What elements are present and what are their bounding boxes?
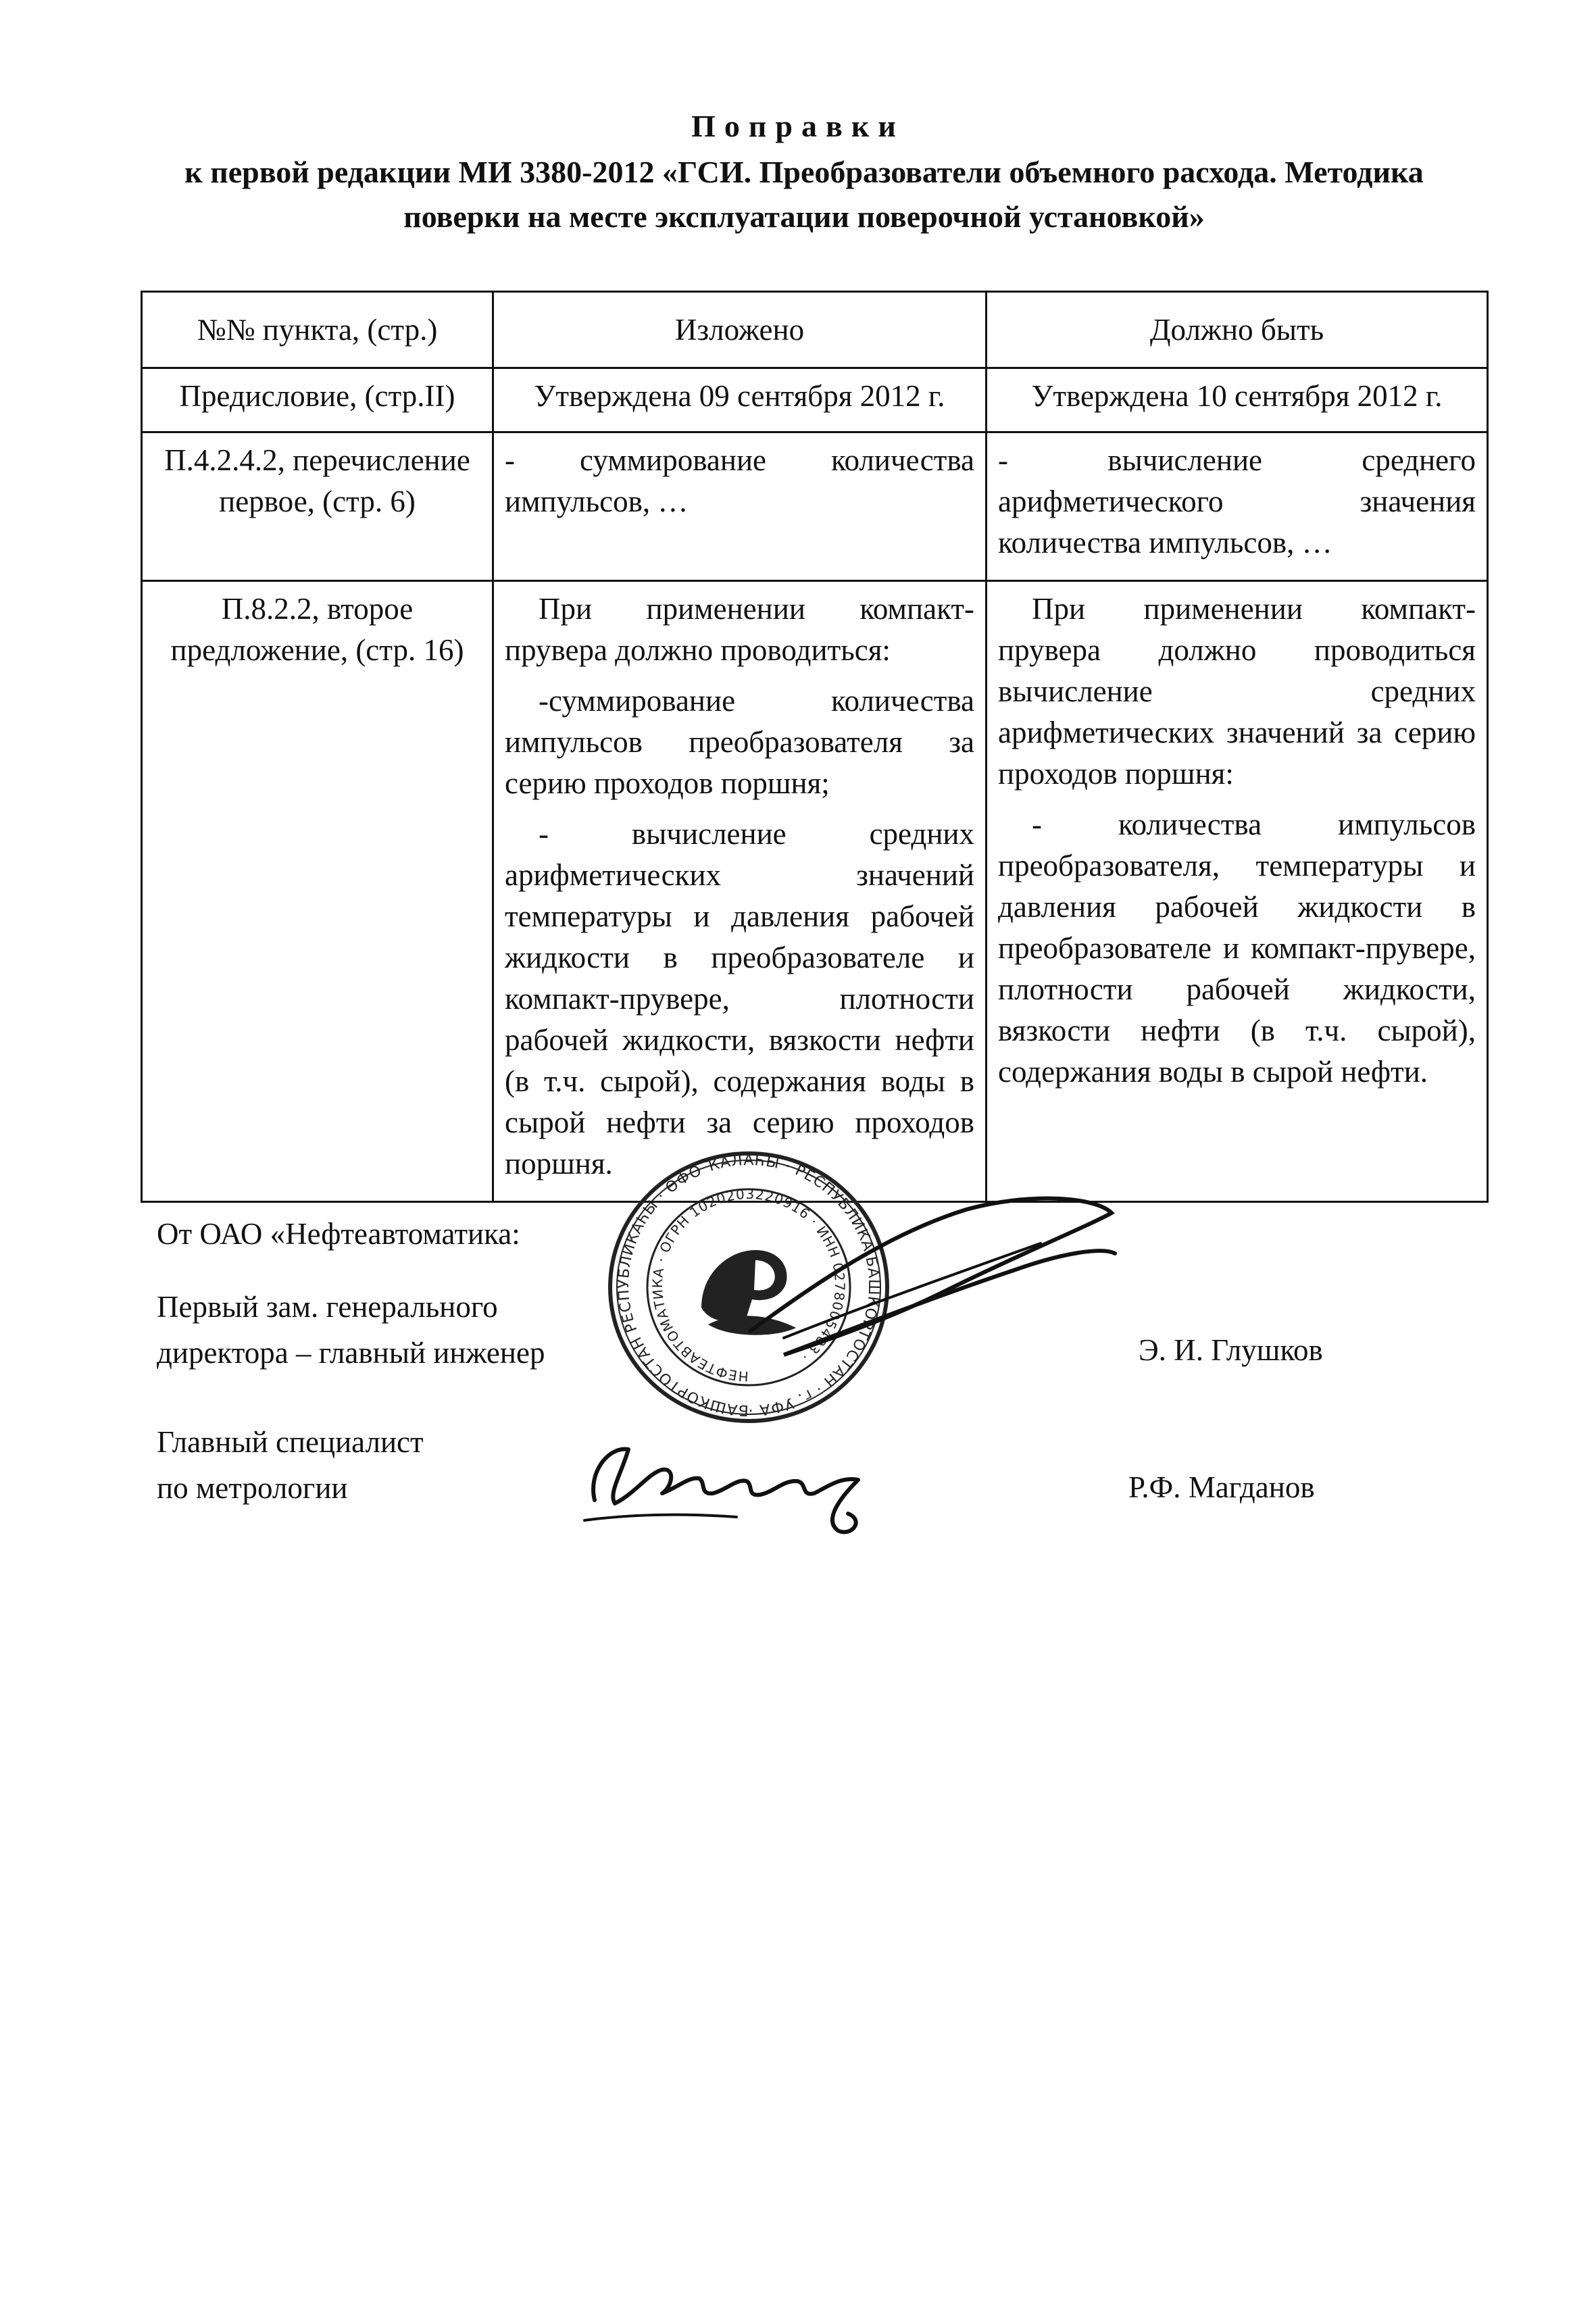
table-header-row	[142, 292, 1488, 368]
cell-should-be: Утверждена 10 сентября 2012 г.	[987, 368, 1488, 432]
cell-stated: Утверждена 09 сентября 2012 г.	[493, 368, 987, 432]
signature-first-deputy	[743, 1196, 1122, 1365]
cell-paragraph: При применении компакт-прувера должно проводиться:	[505, 592, 974, 667]
position-chief-specialist	[157, 1419, 424, 1511]
cell-text: - вычисление среднего арифметического значения количества импульсов, …	[998, 443, 1476, 559]
signatory-name-1: Э. И. Глушков	[1139, 1333, 1323, 1367]
cell-item: Предисловие, (стр.II)	[142, 368, 493, 432]
svg-text:НЕФТЕАВТОМАТИКА · ОГРН 1020203: НЕФТЕАВТОМАТИКА · ОГРН 1020203220916 · ИНН 0278005403 ·	[649, 1185, 849, 1385]
signature-chief-specialist	[581, 1419, 905, 1547]
header-stated: Изложено	[493, 292, 987, 368]
cell-paragraph: При применении компакт-прувера должно проводиться вычисление средних арифметических значений за серию проходов поршня:	[998, 592, 1476, 791]
cell-text: - суммирование количества импульсов, …	[505, 443, 974, 518]
cell-stated	[493, 432, 987, 581]
table-row	[142, 368, 1488, 432]
cell-paragraph: - количества импульсов преобразователя, температуры и давления рабочей жидкости в преобразователе и компакт-прувере, плотности рабочей жидкости, вязкости нефти (в т.ч. сырой), содержания воды в сырой нефти.	[998, 807, 1476, 1089]
amendments-table	[141, 291, 1489, 1203]
svg-text:БАШКОРТОСТАН РЕСПУБЛИКАҺЫ · ӨФ: БАШКОРТОСТАН РЕСПУБЛИКАҺЫ · ӨФӨ ҠАЛАҺЫ · РЕСПУБЛИКА БАШКОРТОСТАН · г. УФА ·	[615, 1151, 882, 1419]
header-item: №№ пункта, (стр.)	[142, 292, 493, 368]
cell-paragraph: - вычисление средних арифметических значений температуры и давления рабочей жидкости в преобразователе и компакт-прувере, плотности рабочей жидкости, вязкости нефти (в т.ч. сырой), содержания воды в сырой нефти за серию проходов поршня.	[505, 817, 974, 1180]
cell-paragraph: -суммирование количества импульсов преобразователя за серию проходов поршня;	[505, 684, 974, 800]
cell-item: П.8.2.2, второе предложение, (стр. 16)	[142, 581, 493, 1202]
document-subtitle: к первой редакции МИ 3380-2012 «ГСИ. Преобразователи объемного расхода. Методика поверки на месте эксплуатации поверочной установкой»	[184, 155, 1424, 234]
signatory-name-2: Р.Ф. Магданов	[1128, 1470, 1315, 1504]
cell-item: П.4.2.4.2, перечисление первое, (стр. 6)	[142, 432, 493, 581]
position-line: по метрологии	[157, 1471, 348, 1505]
position-line: директора – главный инженер	[157, 1336, 545, 1370]
organization-line: От ОАО «Нефтеавтоматика:	[157, 1217, 520, 1251]
document-title: Поправки	[691, 109, 905, 143]
position-line: Главный специалист	[157, 1425, 424, 1459]
position-first-deputy	[157, 1284, 545, 1376]
cell-should-be	[987, 432, 1488, 581]
header-should-be: Должно быть	[987, 292, 1488, 368]
table-row	[142, 432, 1488, 581]
table-row	[142, 581, 1488, 1202]
position-line: Первый зам. генерального	[157, 1290, 498, 1324]
cell-stated	[493, 581, 987, 1202]
cell-should-be	[987, 581, 1488, 1202]
